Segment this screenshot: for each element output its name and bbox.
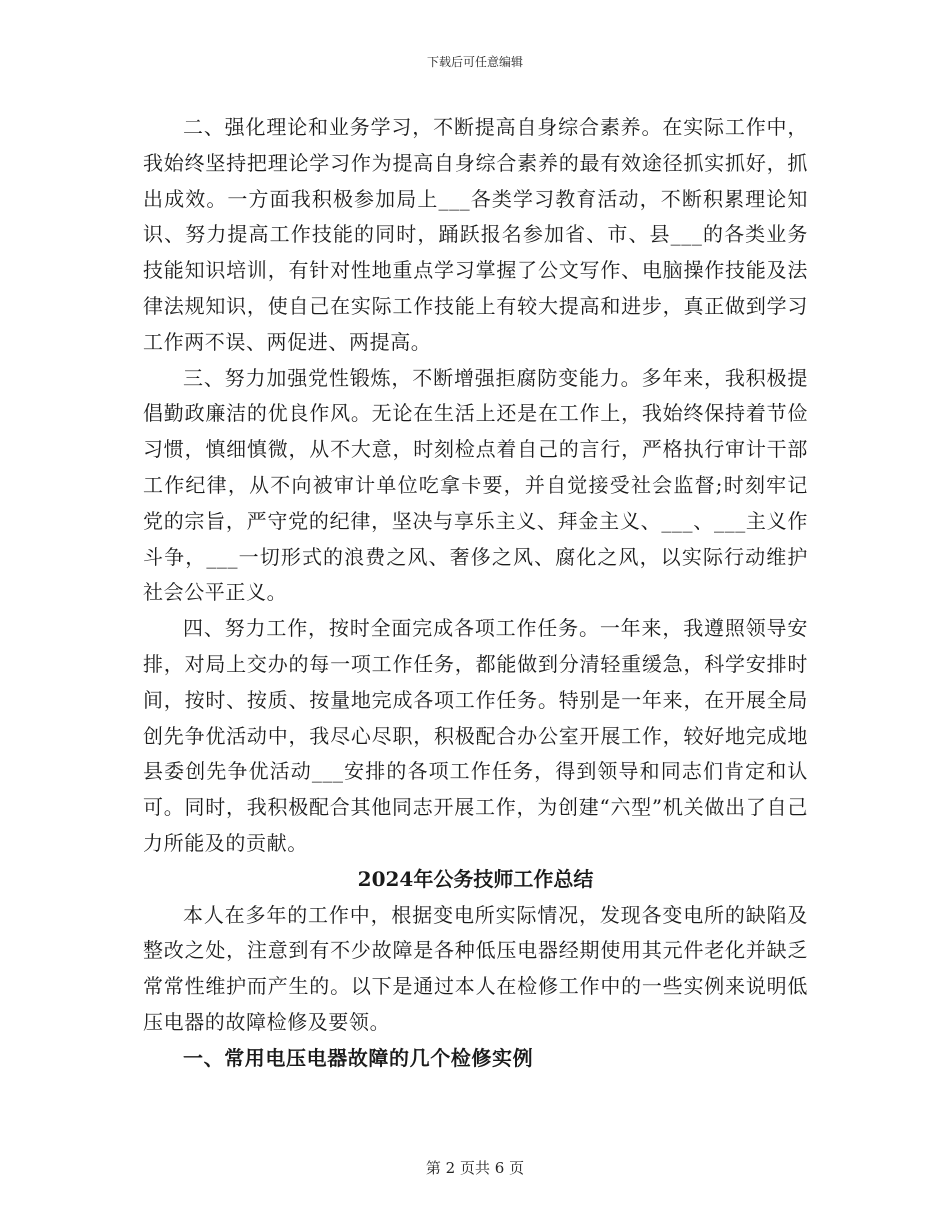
- section-title: 2024年公务技师工作总结: [357, 866, 594, 891]
- subheading: 一、常用电压电器故障的几个检修实例: [183, 1045, 534, 1070]
- page-footer: 第 2 页共 6 页: [425, 1159, 525, 1177]
- paragraph-intro: 本人在多年的工作中，根据变电所实际情况，发现各变电所的缺陷及整改之处，注意到有不少故障是各种低压电器经期使用其元件老化并缺乏常常性维护而产生的。以下是通过本人在检修工作中的一些实例来说明低压电器的故障检修及要领。: [143, 902, 808, 1034]
- paragraph-theory-study: 二、强化理论和业务学习，不断提高自身综合素养。在实际工作中，我始终坚持把理论学习作为提高自身综合素养的最有效途径抓实抓好，抓出成效。一方面我积极参加局上___各类学习教育活动，不断积累理论知识、努力提高工作技能的同时，踊跃报名参加省、市、县___的各类业务技能知识培训，有针对性地重点学习掌握了公文写作、电脑操作技能及法律法规知识，使自己在实际工作技能上有较大提高和进步，真正做到学习工作两不误、两促进、两提高。: [143, 115, 808, 354]
- paragraph-party-discipline: 三、努力加强党性锻炼，不断增强拒腐防变能力。多年来，我积极提倡勤政廉洁的优良作风。无论在生活上还是在工作上，我始终保持着节俭习惯，慎细慎微，从不大意，时刻检点着自己的言行，严格执行审计干部工作纪律，从不向被审计单位吃拿卡要，并自觉接受社会监督;时刻牢记党的宗旨，严守党的纪律，坚决与享乐主义、拜金主义、___、___主义作斗争，___一切形式的浪费之风、奢侈之风、腐化之风，以实际行动维护社会公平正义。: [143, 365, 808, 605]
- page-header: 下载后可任意编辑: [426, 55, 523, 69]
- paragraph-work-tasks: 四、努力工作，按时全面完成各项工作任务。一年来，我遵照领导安排，对局上交办的每一项工作任务，都能做到分清轻重缓急，科学安排时间，按时、按质、按量地完成各项工作任务。特别是一年来，在开展全局创先争优活动中，我尽心尽职，积极配合办公室开展工作，较好地完成地县委创先争优活动___安排的各项工作任务，得到领导和同志们肯定和认可。同时，我积极配合其他同志开展工作，为创建“六型”机关做出了自己力所能及的贡献。: [143, 616, 808, 855]
- document-body: [143, 110, 808, 1077]
